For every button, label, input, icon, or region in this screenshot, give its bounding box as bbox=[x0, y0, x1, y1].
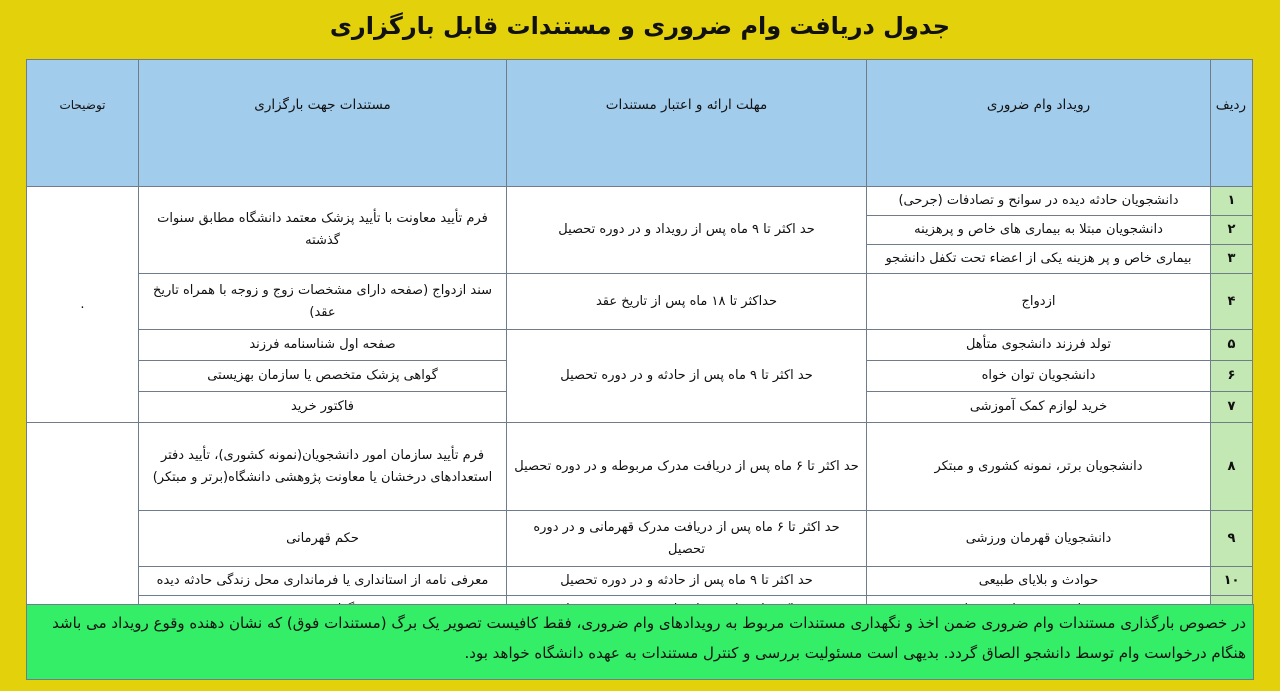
event-cell: خرید لوازم کمک آموزشی bbox=[867, 392, 1211, 423]
deadline-cell: حد اکثر تا ۹ ماه پس از حادثه و در دوره تحصیل bbox=[507, 330, 867, 423]
notes-cell bbox=[27, 423, 139, 625]
table-header-row bbox=[27, 60, 1253, 187]
documents-cell: حکم قهرمانی bbox=[139, 511, 507, 567]
header-documents: مستندات جهت بارگزاری bbox=[139, 60, 507, 187]
row-number: ۴ bbox=[1211, 274, 1253, 330]
footer-note: در خصوص بارگذاری مستندات وام ضروری ضمن اخذ و نگهداری مستندات مربوط به رویدادهای وام ضروری، فقط کافیست تصویر یک برگ (مستندات فوق) که نشان دهنده وقوع رویداد می باشد هنگام درخواست وام توسط دانشجو الصاق گردد. بدیهی است مسئولیت بررسی و کنترل مستندات به عهده دانشگاه خواهد بود. bbox=[26, 604, 1254, 680]
event-cell: دانشجویان قهرمان ورزشی bbox=[867, 511, 1211, 567]
table-row bbox=[27, 567, 1253, 596]
documents-cell: سند ازدواج (صفحه دارای مشخصات زوج و زوجه با همراه تاریخ عقد) bbox=[139, 274, 507, 330]
event-cell: دانشجویان توان خواه bbox=[867, 361, 1211, 392]
header-notes: توضیحات bbox=[27, 60, 139, 187]
row-number: ۱ bbox=[1211, 187, 1253, 216]
event-cell: بیماری خاص و پر هزینه یکی از اعضاء تحت تکفل دانشجو bbox=[867, 245, 1211, 274]
table-row bbox=[27, 274, 1253, 330]
documents-cell: گواهی پزشک متخصص یا سازمان بهزیستی bbox=[139, 361, 507, 392]
table-row bbox=[27, 330, 1253, 361]
row-number: ۹ bbox=[1211, 511, 1253, 567]
deadline-cell: حد اکثر تا ۹ ماه پس از رویداد و در دوره تحصیل bbox=[507, 187, 867, 274]
documents-cell: صفحه اول شناسنامه فرزند bbox=[139, 330, 507, 361]
page-title: جدول دریافت وام ضروری و مستندات قابل بارگزاری bbox=[329, 12, 951, 40]
event-cell: دانشجویان مبتلا به بیماری های خاص و پرهزینه bbox=[867, 216, 1211, 245]
table-row bbox=[27, 187, 1253, 216]
deadline-cell: حد اکثر تا ۶ ماه پس از دریافت مدرک مربوطه و در دوره تحصیل bbox=[507, 423, 867, 511]
row-number: ۷ bbox=[1211, 392, 1253, 423]
deadline-cell: حد اکثر تا ۶ ماه پس از دریافت مدرک قهرمانی و در دوره تحصیل bbox=[507, 511, 867, 567]
documents-cell: فرم تأیید سازمان امور دانشجویان(نمونه کشوری)، تأیید دفتر استعدادهای درخشان یا معاونت پژوهشی دانشگاه(برتر و مبتکر) bbox=[139, 423, 507, 511]
event-cell: حوادث و بلایای طبیعی bbox=[867, 567, 1211, 596]
deadline-cell: حداکثر تا ۱۸ ماه پس از تاریخ عقد bbox=[507, 274, 867, 330]
row-number: ۸ bbox=[1211, 423, 1253, 511]
event-cell: دانشجویان برتر، نمونه کشوری و مبتکر bbox=[867, 423, 1211, 511]
event-cell: ازدواج bbox=[867, 274, 1211, 330]
header-row-number: ردیف bbox=[1211, 60, 1253, 187]
row-number: ۲ bbox=[1211, 216, 1253, 245]
table-row bbox=[27, 511, 1253, 567]
event-cell: تولد فرزند دانشجوی متأهل bbox=[867, 330, 1211, 361]
notes-cell: . bbox=[27, 187, 139, 423]
table-row bbox=[27, 423, 1253, 511]
loan-table bbox=[26, 59, 1253, 625]
header-event: رویداد وام ضروری bbox=[867, 60, 1211, 187]
documents-cell: معرفی نامه از استانداری یا فرمانداری محل زندگی حادثه دیده bbox=[139, 567, 507, 596]
row-number: ۳ bbox=[1211, 245, 1253, 274]
deadline-cell: حد اکثر تا ۹ ماه پس از حادثه و در دوره تحصیل bbox=[507, 567, 867, 596]
event-cell: دانشجویان حادثه دیده در سوانح و تصادفات (جرحی) bbox=[867, 187, 1211, 216]
row-number: ۱۰ bbox=[1211, 567, 1253, 596]
documents-cell: فاکتور خرید bbox=[139, 392, 507, 423]
row-number: ۵ bbox=[1211, 330, 1253, 361]
row-number: ۶ bbox=[1211, 361, 1253, 392]
documents-cell: فرم تأیید معاونت با تأیید پزشک معتمد دانشگاه مطابق سنوات گذشته bbox=[139, 187, 507, 274]
header-deadline: مهلت ارائه و اعتبار مستندات bbox=[507, 60, 867, 187]
